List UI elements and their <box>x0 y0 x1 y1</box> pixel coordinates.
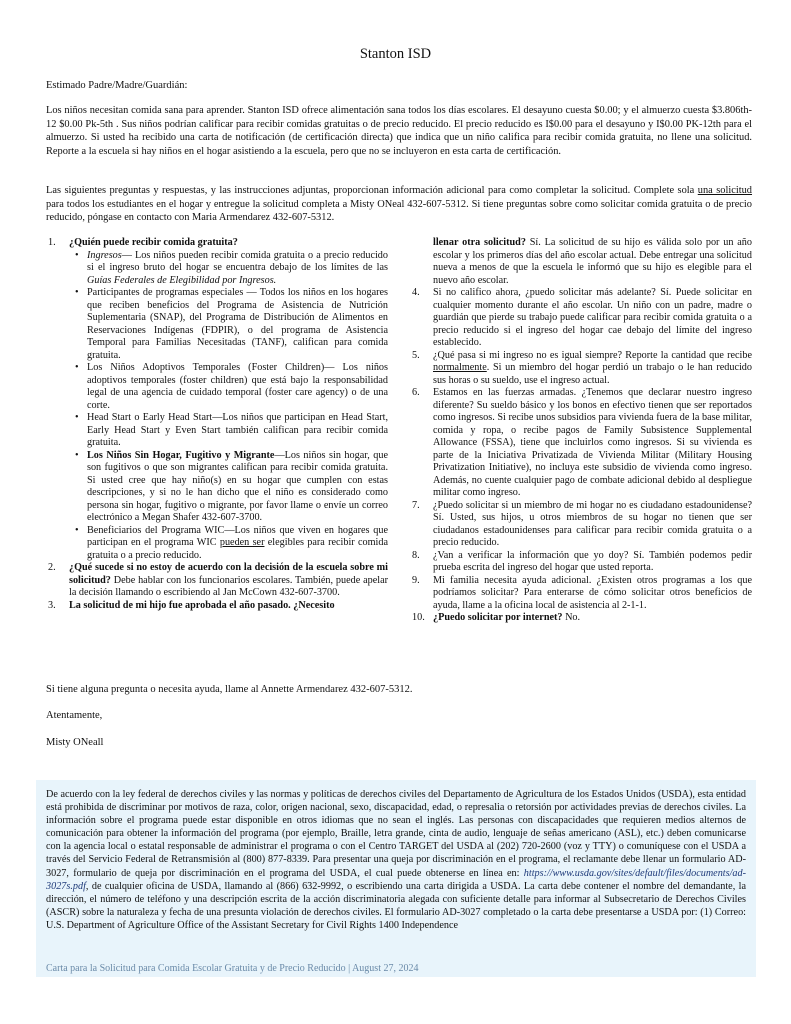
faq-item-3-continued: llenar otra solicitud? Sí. La solicitud de su hijo es válida solo por un año escolar y los primeros días del año escolar actual. Debe entregar una solicitud nueva a menos de que la escuela le informó que su hijo es elegible para el nuevo año escolar. <box>433 237 752 286</box>
document-title: Stanton ISD <box>359 46 432 62</box>
faq-item-8: 8. ¿Van a verificar la información que yo doy? Sí. También podemos pedir prueba escrita del ingreso del hogar que usted reporta. <box>412 549 752 573</box>
contact-note: Si tiene alguna pregunta o necesita ayuda, llame al Annette Armendarez 432-607-5312. <box>46 684 413 695</box>
eligibility-wic: • Beneficiarios del Programa WIC—Los niños que viven en hogares que participan en el programa WIC pueden ser elegibles para recibir comida gratuita o a precio reducido. <box>87 525 388 563</box>
faq-number-1: 1. <box>48 237 56 248</box>
intro-paragraph: Los niños necesitan comida sana para aprender. Stanton ISD ofrece alimentación sana todos los días escolares. El desayuno cuesta $0.00; y el almuerzo cuesta $3.806th-12 $0.00 Pk-5th . Sus niños podrían calificar para recibir comidas gratuitas o de precio reducido. El precio reducido es I$0.00 para el desayuno y I$0.00 PK-12th para el almuerzo. Si usted ha recibido una carta de notificación (de certificación directa) que indica que un niño califica para recibir comida gratuita, no llene una solicitud. Reporte a la escuela si hay niños en el hogar asistiendo a la escuela, pero que no se incluyeron en esta carta de certificación. <box>46 105 752 157</box>
faq-question-1: ¿Quién puede recibir comida gratuita? <box>69 237 238 248</box>
faq-item-9: 9. Mi familia necesita ayuda adicional. ¿Existen otros programas a los que podríamos solicitar? Para enterarse de cómo solicitar otros beneficios de ayuda, llame a la oficina local de asistencia al 2-1-1. <box>412 574 752 611</box>
info-text-2: para todos los estudiantes en el hogar y entregue la solicitud completa a Misty ONeal 432-607-5312. Si tiene preguntas sobre como solicitar comida gratuita o de precio reducido, póngase en contacto con Maria Armendarez 432-607-5312. <box>46 198 752 224</box>
eligibility-homeless: • Los Niños Sin Hogar, Fugitivo y Migrante—Los niños sin hogar, que son fugitivos o que son migrantes califican para recibir comida gratuita. Si usted cree que hay niño(s) en su hogar que cumplen con estas descripciones, y si no le han dicho que el niño es considerado como persona sin hogar, fugitivo o migrante, por favor llame o envíe un correo electrónico a Megan Shafer 432-607-3700. <box>87 450 388 525</box>
closing: Atentamente, <box>46 710 103 721</box>
faq-answer-2: Debe hablar con los funcionarios escolares. También, puede apelar la decisión llamando o escribiendo al Jan McCown 432-607-3700. <box>69 574 388 598</box>
faq-number-3: 3. <box>48 599 56 611</box>
usda-form-link[interactable]: https://www.usda.gov/sites/default/files/documents/ad-3027s.pdf <box>46 867 746 892</box>
faq-number-2: 2. <box>48 562 56 573</box>
faq-item-1 <box>46 237 388 562</box>
faq-question-2: ¿Qué sucede si no estoy de acuerdo con la decisión de la escuela sobre mi solicitud? <box>69 562 388 586</box>
info-paragraph <box>46 184 752 225</box>
salutation: Estimado Padre/Madre/Guardián: <box>46 80 188 91</box>
faq-item-10: 10. ¿Puedo solicitar por internet? No. <box>412 612 581 623</box>
faq-question-3: La solicitud de mi hijo fue aprobada el año pasado. ¿Necesito <box>69 599 335 611</box>
faq-item-2 <box>46 562 388 600</box>
faq-item-3 <box>46 600 388 613</box>
eligibility-income: • Ingresos— Los niños pueden recibir comida gratuita o a precio reducido si el ingreso bruto del hogar se encuentra debajo de los límites de las Guías Federales de Elegibilidad por Ingresos. <box>87 250 388 288</box>
faq-item-4: 4. Si no califico ahora, ¿puedo solicitar más adelante? Sí. Puede solicitar en cualquier momento durante el año escolar. Un niño con un padre, madre o guardián que pierde su trabajo puede calificar para recibir comida gratuita o a precio reducido si el ingreso del hogar cae debajo del límite del ingreso establecido. <box>412 287 752 348</box>
eligibility-foster: • Los Niños Adoptivos Temporales (Foster Children)— Los niños adoptivos temporales (foster children) que está bajo la responsabilidad legal de una agencia de cuidado temporal (foster care agency) o de una corte. <box>87 362 388 412</box>
eligibility-list <box>69 250 388 563</box>
faq-item-5: 5. ¿Qué pasa si mi ingreso no es igual siempre? Reporte la cantidad que recibe normalmente. Si un miembro del hogar perdió un trabajo o le han reducido sus horas o su sueldo, use el ingreso actual. <box>412 349 752 386</box>
signer-name: Misty ONeall <box>46 737 104 748</box>
eligibility-head-start: • Head Start o Early Head Start—Los niños que participan en Head Start, Early Head Start y Even Start también califican para recibir comida gratuita. <box>87 412 388 450</box>
faq-column-left <box>46 237 388 612</box>
nondiscrimination-notice <box>36 780 756 977</box>
page-footer: Carta para la Solicitud para Comida Escolar Gratuita y de Precio Reducido | August 27, 2024 <box>46 963 419 974</box>
info-text-1: Las siguientes preguntas y respuestas, y las instrucciones adjuntas, proporcionan información adicional para como completar la solicitud. Complete sola <box>46 185 698 196</box>
faq-column-right <box>410 237 752 625</box>
faq-section <box>46 237 752 669</box>
notice-text: De acuerdo con la ley federal de derechos civiles y las normas y políticas de derechos civiles del Departamento de Agricultura de los Estados Unidos (USDA), esta entidad está prohibida de discriminar por motivos de raza, color, origen nacional, sexo, discapacidad, edad, o represalia o retorsión por actividades previas de derechos civiles. La información sobre el programa puede estar disponible en otros idiomas que no sean el inglés. Las personas con discapacidades que requieren medios alternos de comunicación para obtener la información del programa (por ejemplo, Braille, letra grande, cinta de audio, lenguaje de señas americano (ASL), etc.) deben comunicarse con la agencia local o estatal responsable de administrar el programa o con el Centro TARGET del USDA al (202) 720-2600 (voz y TTY) o comuníquese con el USDA a través del Servicio Federal de Retransmisión al (800) 877-8339. Para presentar una queja por discriminación en el programa, el reclamante debe llenar un formulario AD-3027, formulario de queja por discriminación en el programa del USDA, el cual puede obtenerse en línea en: https://www.usda.gov/sites/default/files/documents/ad-3027s.pdf, de cualquier oficina de USDA, llamando al (866) 632-9992, o escribiendo una carta dirigida a USDA. La carta debe contener el nombre del demandante, la dirección, el número de teléfono y una descripción escrita de la acción discriminatoria alegada con suficiente detalle para informar al Subsecretario de Derechos Civiles (ASCR) sobre la naturaleza y fecha de una presunta violación de derechos civiles. El formulario AD-3027 completado o la carta debe presentarse a USDA por: (1) Correo: U.S. Department of Agriculture Office of the Assistant Secretary for Civil Rights 1400 Independence <box>46 789 746 931</box>
eligibility-special-programs: • Participantes de programas especiales — Todos los niños en los hogares que reciben beneficios del Programa de Asistencia de Nutrición Suplementaria (SNAP), del Programa de Distribución de Alimentos en Reservaciones Indígenas (FDPIR), o del programa de Asistencia Temporal para Familias Necesitadas (TANF), califican para comida gratuita. <box>87 287 388 362</box>
info-underlined: una solicitud <box>697 185 753 196</box>
faq-item-6: 6. Estamos en las fuerzas armadas. ¿Tenemos que declarar nuestro ingreso diferente? Su sueldo básico y los bonos en efectivo tienen que ser reportados como ingresos. Si recibe unos subsidios para vivienda fuera de la base militar, comida y ropa, o recibe pagos de Family Subsistence Supplemental Allowance (FSSA), tiene que incluirlos como ingresos. Si su vivienda es parte de la Iniciativa Privatizada de Vivienda Militar (Military Housing Privatization Initiative), no incluya este subsidio de vivienda como ingreso. Además, no cuente cualquier pago de combate adicional debido al despliegue militar como ingreso. <box>412 387 752 498</box>
faq-item-7: 7. ¿Puedo solicitar si un miembro de mi hogar no es ciudadano estadounidense? Sí. Usted, sus hijos, u otros miembros de su hogar no tienen que ser ciudadanos estadounidenses para calificar para recibir comida gratuita o a precio reducido. <box>412 499 752 548</box>
